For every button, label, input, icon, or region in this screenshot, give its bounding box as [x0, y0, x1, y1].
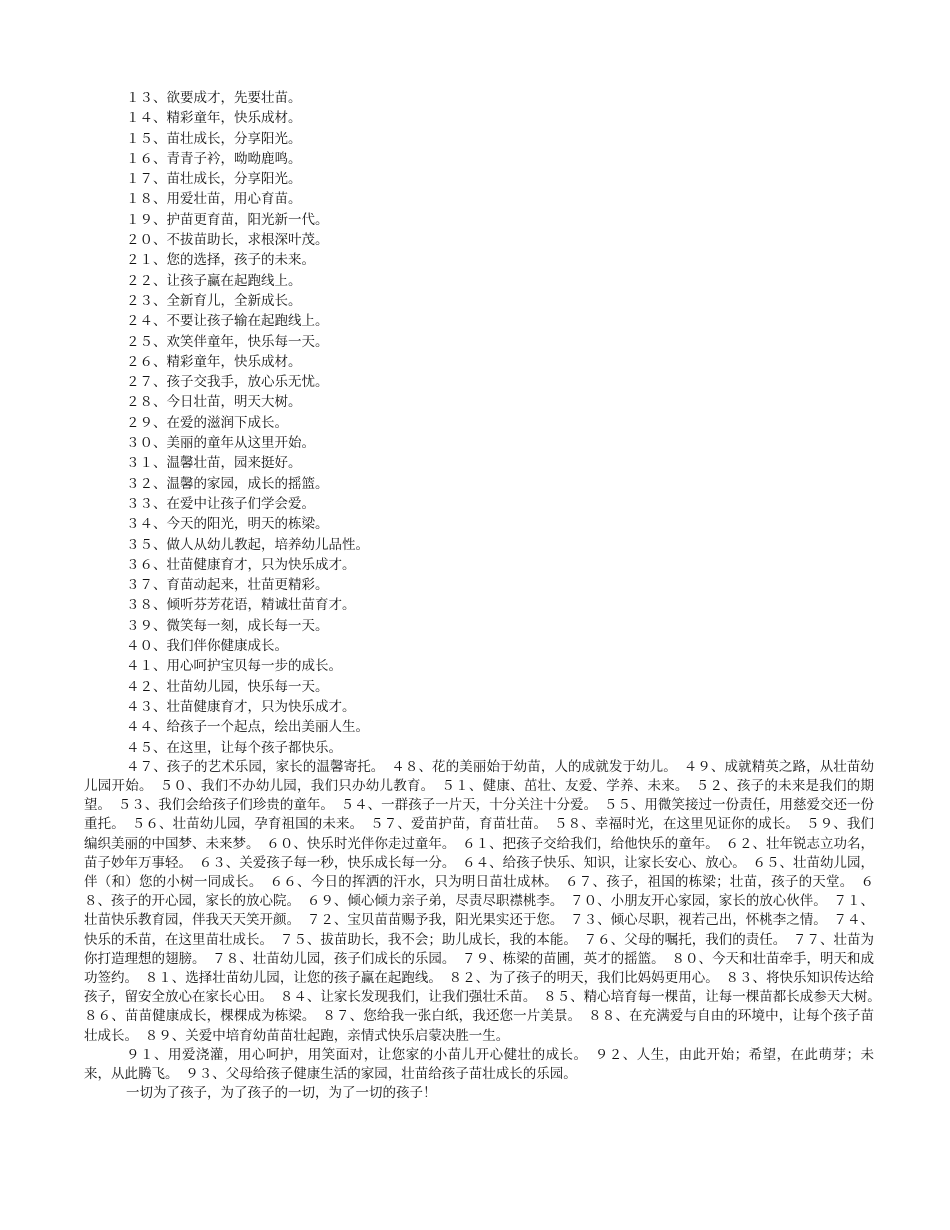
list-item: ２４、不要让孩子输在起跑线上。 — [126, 313, 329, 330]
list-item: ２６、精彩童年，快乐成材。 — [126, 353, 302, 370]
list-item: ２８、今日壮苗，明天大树。 — [126, 394, 302, 411]
list-item: ４１、用心呵护宝贝每一步的成长。 — [126, 658, 342, 675]
list-item: ３９、微笑每一刻，成长每一天。 — [126, 617, 329, 634]
list-item: ２１、您的选择，孩子的未来。 — [126, 252, 315, 269]
list-item: ３６、壮苗健康育才，只为快乐成才。 — [126, 556, 356, 573]
list-item: ４２、壮苗幼儿园，快乐每一天。 — [126, 678, 329, 695]
list-item: １８、用爱壮苗，用心育苗。 — [126, 191, 302, 208]
list-item: １７、苗壮成长，分享阳光。 — [126, 171, 302, 188]
list-item: １４、精彩童年，快乐成材。 — [126, 110, 302, 127]
list-item: ２３、全新育儿，全新成长。 — [126, 292, 302, 309]
slogan-paragraph: ４７、孩子的艺术乐园，家长的温馨寄托。 ４８、花的美丽始于幼苗，人的成就发于幼儿。 ４９、成就精英之路，从壮苗幼儿园开始。 ５０、我们不办幼儿园，我们只办幼儿教育。 ５１、健康、茁壮、友爱、学养、未来。 ５２、孩子的未来是我们的期望。 ５３、我们会给孩子们珍贵的童年。 ５４、一群孩子一片天，十分关注十分爱。 ５５、用微笑接过一份责任，用慈爱交还一份重托。 ５６、壮苗幼儿园，孕育祖国的未来。 ５７、爱苗护苗，育苗壮苗。 ５８、幸福时光，在这里见证你的成长。 ５９、我们编织美丽的中国梦、未来梦。 ６０、快乐时光伴你走过童年。 ６１、把孩子交给我们，给他快乐的童年。 ６２、壮年锐志立功名，苗子妙年万事轻。 ６３、关爱孩子每一秒，快乐成长每一分。 ６４、给孩子快乐、知识，让家长安心、放心。 ６５、壮苗幼儿园，伴（和）您的小树一同成长。 ６６、今日的挥洒的汗水，只为明日苗壮成林。 ６７、孩子，祖国的栋梁；壮苗，孩子的天堂。 ６８、孩子的开心园，家长的放心院。 ６９、倾心倾力亲子弟，尽责尽职襟桃李。 ７０、小朋友开心家园，家长的放心伙伴。 ７１、壮苗快乐教育园，伴我天天笑开颜。 ７２、宝贝苗苗赐予我，阳光果实还于您。 ７３、倾心尽职，视若己出，怀桃李之情。 ７４、快乐的禾苗，在这里苗壮成长。 ７５、拔苗助长，我不会；助儿成长，我的本能。 ７６、父母的嘱托，我们的责任。 ７７、壮苗为你打造理想的翅膀。 ７８、壮苗幼儿园，孩子们成长的乐园。 ７９、栋梁的苗圃，英才的摇篮。 ８０、今天和壮苗牵手，明天和成功签约。 ８１、选择壮苗幼儿园，让您的孩子赢在起跑线。 ８２、为了孩子的明天，我们比妈妈更用心。 ８３、将快乐知识传达给孩子，留安全放心在家长心田。 ８４、让家长发现我们，让我们强壮禾苗。 ８５、精心培育每一棵苗，让每一棵苗都长成参天大树。 ８６、苗苗健康成长，棵棵成为栋梁。 ８７、您给我一张白纸，我还您一片美景。 ８８、在充满爱与自由的环境中，让每个孩子苗壮成长。 ８９、关爱中培育幼苗苗壮起跑，亲情式快乐启蒙决胜一生。 — [84, 758, 888, 1044]
list-item: ３５、做人从幼儿教起，培养幼儿品性。 — [126, 536, 369, 553]
list-item: ４５、在这里，让每个孩子都快乐。 — [126, 739, 342, 756]
slogan-list — [84, 88, 874, 758]
list-item: ３７、育苗动起来，壮苗更精彩。 — [126, 577, 329, 594]
list-item: １６、青青子衿，呦呦鹿鸣。 — [126, 150, 302, 167]
list-item: ３４、今天的阳光，明天的栋梁。 — [126, 516, 329, 533]
closing-line: 一切为了孩子，为了孩子的一切，为了一切的孩子！ — [126, 1085, 437, 1102]
document-body — [84, 88, 888, 1103]
list-item: ２０、不拔苗助长，求根深叶茂。 — [126, 232, 329, 249]
list-item: １５、苗壮成长，分享阳光。 — [126, 130, 302, 147]
list-item: ３１、温馨壮苗，园来挺好。 — [126, 455, 302, 472]
list-item: ２５、欢笑伴童年，快乐每一天。 — [126, 333, 329, 350]
list-item: ２９、在爱的滋润下成长。 — [126, 414, 288, 431]
list-item: ３２、温馨的家园，成长的摇篮。 — [126, 475, 329, 492]
list-item: ２２、让孩子赢在起跑线上。 — [126, 272, 302, 289]
list-item: ３８、倾听芬芳花语，精诚壮苗育才。 — [126, 597, 356, 614]
list-item: ２７、孩子交我手，放心乐无忧。 — [126, 374, 329, 391]
slogan-paragraph: ９１、用爱浇灌，用心呵护，用笑面对，让您家的小苗儿开心健壮的成长。 ９２、人生，由此开始；希望，在此萌芽；未来，从此腾飞。 ９３、父母给孩子健康生活的家园，壮苗给孩子苗壮成长的乐园。 — [84, 1046, 874, 1083]
list-item: ４４、给孩子一个起点，绘出美丽人生。 — [126, 719, 369, 736]
list-item: ３０、美丽的童年从这里开始。 — [126, 435, 315, 452]
list-item: ４３、壮苗健康育才，只为快乐成才。 — [126, 698, 356, 715]
list-item: １９、护苗更育苗，阳光新一代。 — [126, 211, 329, 228]
list-item: ３３、在爱中让孩子们学会爱。 — [126, 495, 315, 512]
list-item: ４０、我们伴你健康成长。 — [126, 638, 288, 655]
list-item: １３、欲要成才，先要壮苗。 — [126, 90, 302, 106]
